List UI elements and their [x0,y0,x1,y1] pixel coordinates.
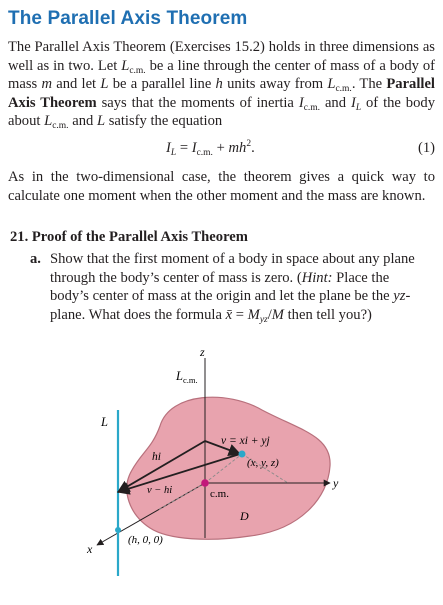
L-label: L [101,415,108,429]
cm-label: c.m. [210,488,229,500]
center-of-mass-point [201,479,209,487]
exercise-heading: 21. Proof of the Parallel Axis Theorem [10,229,248,245]
second-paragraph: As in the two-dimensional case, the theorem gives a quick way to calculate one moment when the other moment and the mass are known. [8,169,435,204]
parallel-axis-equation: $I_L = I_{c.m.} + mh^2$. (1) [166,139,435,158]
z-label: z [200,345,205,359]
section-title: The Parallel Axis Theorem [8,8,248,29]
point-label: (x, y, z) [247,457,279,469]
exercise-part-a: a. Show that the first moment of a body in space about any plane through the body’s center of mass is zero. (Hint: Place the body’s center of mass at the origin and let the plane be the yz-plane. What does the formula x̄ = $M_{yz}/M$ then tell you?) [30,251,415,325]
parallel-axis-figure [0,340,443,600]
theorem-name: Parallel Axis Theorem [8,76,435,111]
equation-number: (1) [417,140,435,156]
D-label: D [240,509,249,523]
v-label: v = xi + yj [221,435,270,447]
y-label: y [333,476,339,490]
point-xyz [239,451,246,458]
Lcm-label: $L_{c.m.}$ [176,369,198,385]
v-minus-hi-label: v − hi [147,485,173,496]
x-label: x [87,542,93,556]
part-label: a. [30,251,41,267]
hi-label: hi [152,451,161,463]
h00-label: (h, 0, 0) [128,534,163,546]
point-h00 [115,527,121,533]
intro-paragraph: The Parallel Axis Theorem (Exercises 15.2) holds in three dimensions as well as in two. Let $L_{c.m.}$ be a line through the center of mass of a body of mass m and let L be a parallel line h units away from $L_{c.m.}$. The Parallel Axis Theorem says that the moments of inertia $I_{c.m.}$ and $I_L$ of the body about $L_{c.m.}$ and L satisfy the equation [8,39,435,131]
figure-svg [0,340,443,600]
